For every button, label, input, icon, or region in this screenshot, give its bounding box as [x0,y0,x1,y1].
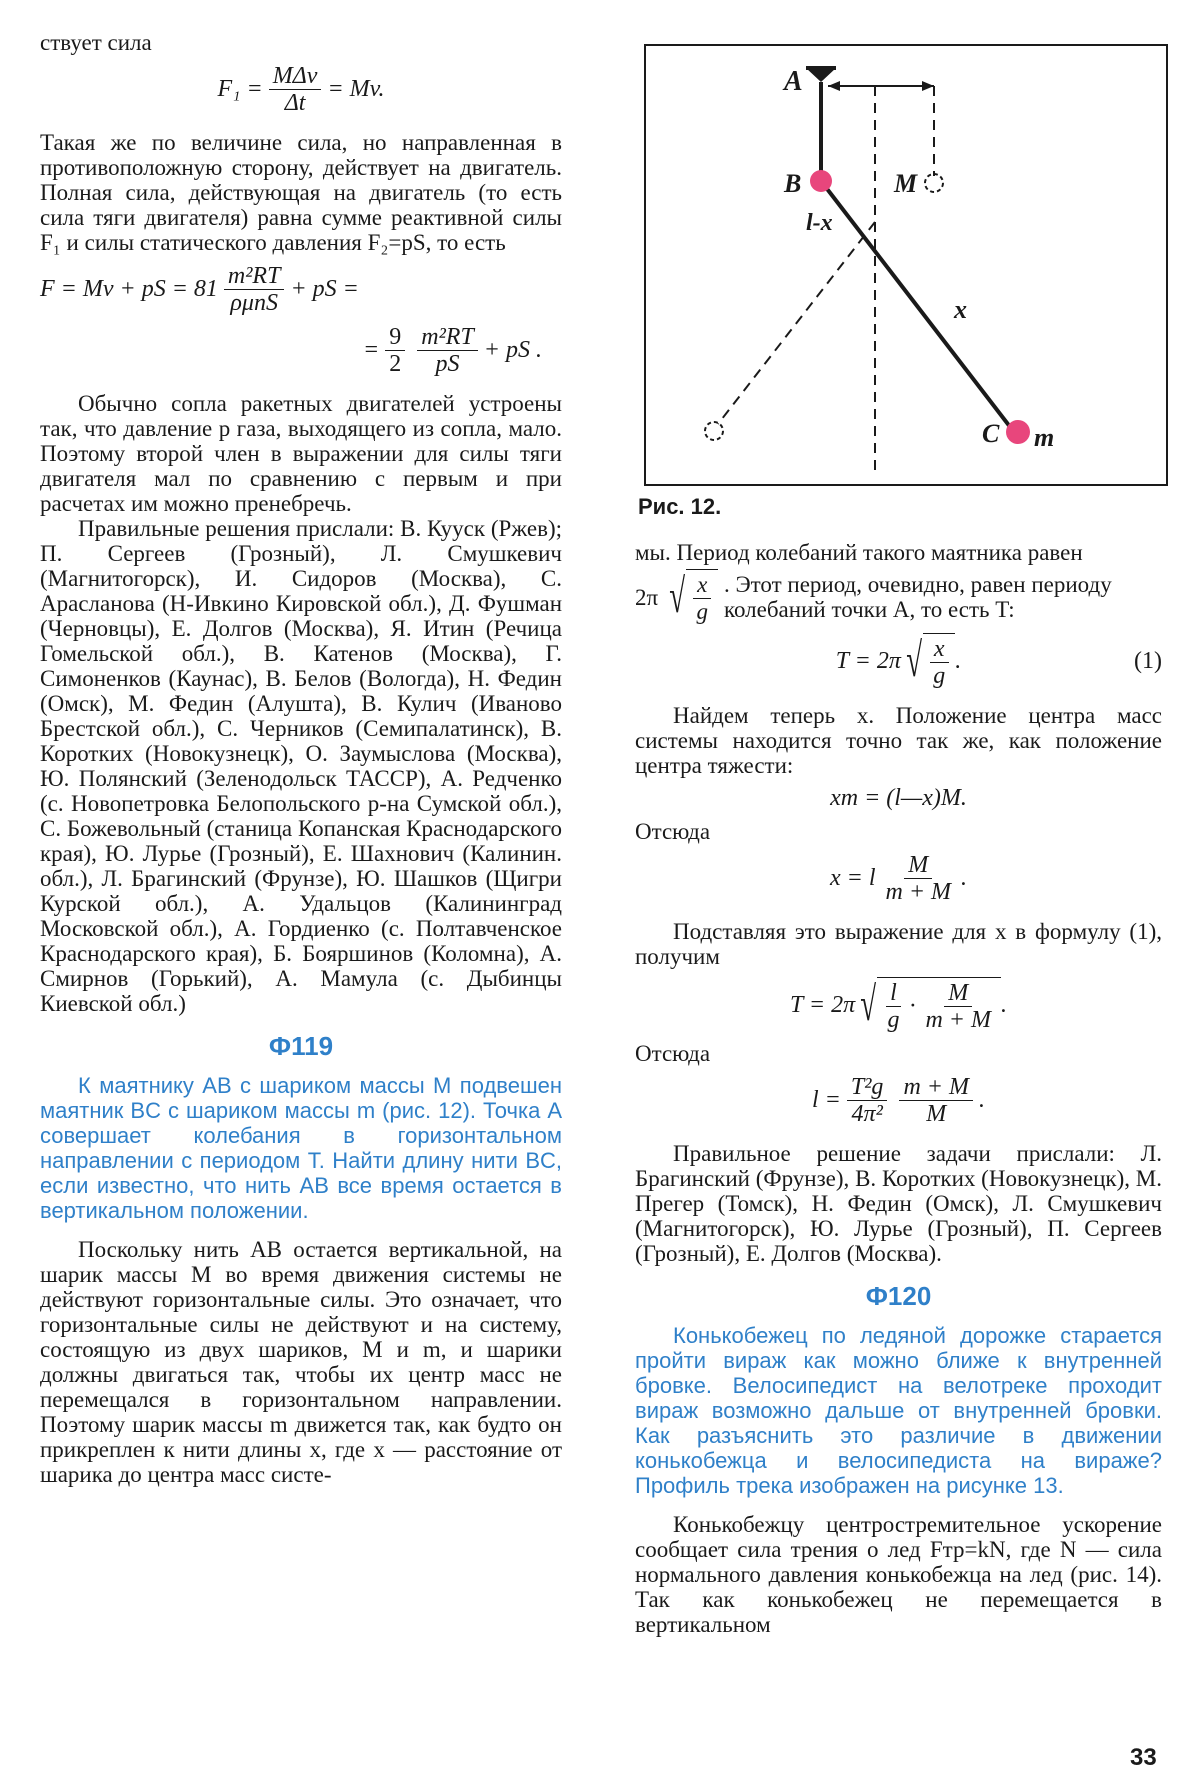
figure-caption: Рис. 12. [638,494,722,519]
eq-thrust-num: m²RT [224,263,285,290]
eq-l-frac1 [847,1074,888,1127]
eqT-lhs: T = 2π [789,991,856,1018]
label-a: A [784,66,803,97]
eqT-l: l [886,980,901,1007]
eq1-dot: . [955,647,962,674]
eq-thrust-den: ρμпS [230,290,278,316]
eq-thrust2-lhs: = [363,337,380,363]
problem-f119: К маятнику AB с шариком массы M подвешен маятник BC с шариком массы m (рис. 12). Точка A совершает колебания в горизонтальном направлении с периодом T. Найти длину нити BC, если известно, что нить AB все время остается в вертикальном положении. [40,1073,562,1223]
page-number: 33 [1130,1744,1157,1771]
eqT-g: g [887,1007,900,1033]
support-wedge [806,68,836,82]
pendulum-diagram [646,46,1166,484]
eq-l-mplusM: m + M [899,1074,973,1101]
right-column [635,540,1162,1637]
eq-f1-lhs: F₁ = [217,76,263,102]
frac-x: x [693,572,711,599]
eq1-sqrt-sign: √ [906,634,922,687]
sqrt-radicand [686,569,718,625]
ball-c [1006,420,1030,444]
eqT-M: M [944,980,972,1007]
eq-thrust-fraction [224,263,285,316]
label-b: B [784,169,802,198]
paragraph-period: мы. Период колебаний такого маятника равен [635,540,1083,565]
equation-x [635,852,1162,905]
eq1-x: x [930,636,949,663]
eq-thrust2-tail: + pS . [483,337,542,363]
eqT-dot: . [1001,991,1007,1018]
eq1-g: g [933,663,946,689]
eq-two: 2 [389,351,402,377]
frac-g: g [696,599,708,624]
eq-thrust2-num: m²RT [417,324,478,351]
eq1-lhs: T = 2π [835,647,901,674]
eq-f1-num: MΔv [269,63,322,90]
string-bc [821,181,1014,432]
equation-T-full [635,977,1162,1033]
arrow-head-right [922,81,934,91]
eqT-dot-mult: · [909,993,916,1019]
eq-f1-den: Δt [284,90,306,116]
eqT-frac-M [921,980,995,1033]
eq-x-dot: . [961,865,968,891]
eq1-sqrt [901,633,955,689]
equation-f1 [40,63,562,116]
figure-12 [644,44,1168,486]
eqT-radicand [877,977,1001,1033]
arrow-head-left [828,81,840,91]
paragraph-intro: ствует сила [40,30,152,55]
label-m-lower: m [1034,423,1055,452]
paragraph-solvers-2: Правильное решение задачи прислали: Л. Брагинский (Фрунзе), В. Коротких (Новокузнецк), М. Прегер (Томск), Н. Федин (Омск), Л. Смушкевич (Магнитогорск), Ю. Лурье (Грозный), П. Сергеев (Грозный), Е. Долгов (Москва). [635,1141,1162,1266]
eqT-sqrt [855,977,1001,1033]
inline-twopi: 2π [635,584,659,610]
heading-f120: Ф120 [865,1281,932,1311]
problem-f120: Конькобежец по ледяной дорожке старается пройти вираж как можно ближе к внутренней бровке. Велосипедист на велотреке проходит вираж возможно дальше от внутренней бровки. Как разъяснить это различие в движении конькобежца и велосипедиста на вираже? Профиль трека изображен на рисунке 13. [635,1323,1162,1498]
sqrt-sign: √ [669,570,686,623]
eq1-radicand [923,633,955,689]
eq-nine: 9 [385,324,405,351]
paragraph-solvers: Правильные решения прислали: В. Кууск (Ржев); П. Сергеев (Грозный), Л. Смушкевич (Магнитогорск), И. Сидоров (Москва), С. Арасланова (Н-Ивкино Кировской обл.), Д. Фушман (Черновцы), Е. Долгов (Москва), Я. Итин (Речица Гомельской обл.), В. Катенов (Москва), Г. Симоненков (Каунас), В. Белов (Вологда), Н. Федин (Омск), М. Федин (Алушта), В. Кулич (Иваново Брестской обл.), С. Черников (Семипалатинск), В. Коротких (Новокузнецк), О. Заумыслова (Москва), Ю. Полянский (Зеленодольск ТАССР), А. Редченко (с. Новопетровка Белопольского р-на Сумской обл.), С. Божевольный (станица Копанская Краснодарского края), Ю. Лурье (Грозный), Е. Шахнович (Калинин. обл.), Л. Брагинский (Фрунзе), Ю. Шашков (Щигри Курской обл.), А. Удальцов (Калининград Московской обл.), А. Гордиенко (с. Полтавченское Краснодарского края), Б. Бояршинов (Коломна), А. Смирнов (Горький), А. Мамула (с. Дыбинцы Киевской обл.) [40,516,562,1016]
eq-l-T2g: T²g [847,1074,888,1101]
eq-x-num: M [904,852,932,879]
ghost-ball-m [925,174,943,192]
eqT-sqrt-sign: √ [860,978,877,1031]
equation-thrust [40,263,562,316]
paragraph-find-x: Найдем теперь x. Положение центра масс системы находится точно так же, как положение центра тяжести: [635,703,1162,778]
paragraph-same-force: Такая же по величине сила, но направленная в противоположную сторону, действует на двигатель. Полная сила, действующая на двигатель (то есть сила тяги двигателя) равна сумме реактивной силы F₁ и силы статического давления F₂=pS, то есть [40,130,562,255]
heading-f119: Ф119 [268,1031,334,1061]
eq-thrust2-ninehalf [385,324,405,377]
eq-thrust-lhs: F = Mv + pS = 81 [40,276,218,302]
eq-x-frac [881,852,955,905]
equation-number-1: (1) [1134,647,1162,674]
eq-f1-fraction [269,63,322,116]
eqT-mplusM: m + M [925,1007,991,1033]
equation-1 [635,633,1162,689]
label-otsyuda-1: Отсюда [635,819,711,844]
eq-x-lhs: x = l [829,865,876,891]
equation-thrust-2 [40,324,562,377]
label-m-upper: M [894,169,918,198]
inline-frac-xg [692,572,712,625]
ghost-ball-left [705,422,723,440]
label-c: C [982,419,1000,448]
left-column [40,30,562,1487]
eq-l-frac2 [899,1074,973,1127]
paragraph-solution: Поскольку нить AB остается вертикальной, на шарик массы M во время движения системы не действуют горизонтальные силы. Это означает, что горизонтальные силы не действуют и на систему, состоящую из двух шариков, M и m, и шарики должны двигаться так, чтобы их центр масс не перемещался в горизонтальном направлении. Поэтому шарик массы m движется так, как будто он прикреплен к нити длины x, где x — расстояние от шарика до центра масс систе- [40,1237,562,1487]
eq-l-4pi2: 4π² [851,1101,883,1127]
label-x: x [954,295,967,324]
eq-l-M: M [926,1101,947,1127]
eq-thrust2-den: pS [435,351,460,377]
dashed-string-ghost [718,222,875,424]
label-l-minus-x: l-x [806,210,833,236]
inline-period-formula [635,569,1162,625]
ball-b [810,170,832,192]
paragraph-period-cont: . Этот период, очевидно, равен периоду колебаний точки A, то есть T: [723,572,1112,622]
eqT-frac-lg [883,980,903,1033]
eq-thrust-tail: + pS = [290,276,359,302]
eq1-frac [929,636,949,689]
eq-f1-rhs: = Mv. [327,76,385,102]
paragraph-skater: Конькобежцу центростремительное ускорение сообщает сила трения о лед Fтр=kN, где N — сила нормального давления конькобежца на лед (рис. 14). Так как конькобежец не перемещается в вертикальном [635,1512,1162,1637]
paragraph-nozzle: Обычно сопла ракетных двигателей устроены так, что давление p газа, выходящего из сопла, мало. Поэтому второй член в выражении для силы тяги двигателя мал по сравнению с первым и при расчетах им можно пренебречь. [40,391,562,516]
equation-l [635,1074,1162,1127]
eq-l-lhs: l = [812,1087,841,1113]
inline-sqrt [635,569,718,625]
paragraph-substitute: Подставляя это выражение для x в формулу (1), получим [635,919,1162,969]
eq-l-dot: . [978,1087,985,1113]
label-otsyuda-2: Отсюда [635,1041,711,1066]
eq-x-den: m + M [885,879,952,905]
eq-thrust2-fraction [417,324,478,377]
equation-xm: xm = (l—x)M. [830,785,967,811]
